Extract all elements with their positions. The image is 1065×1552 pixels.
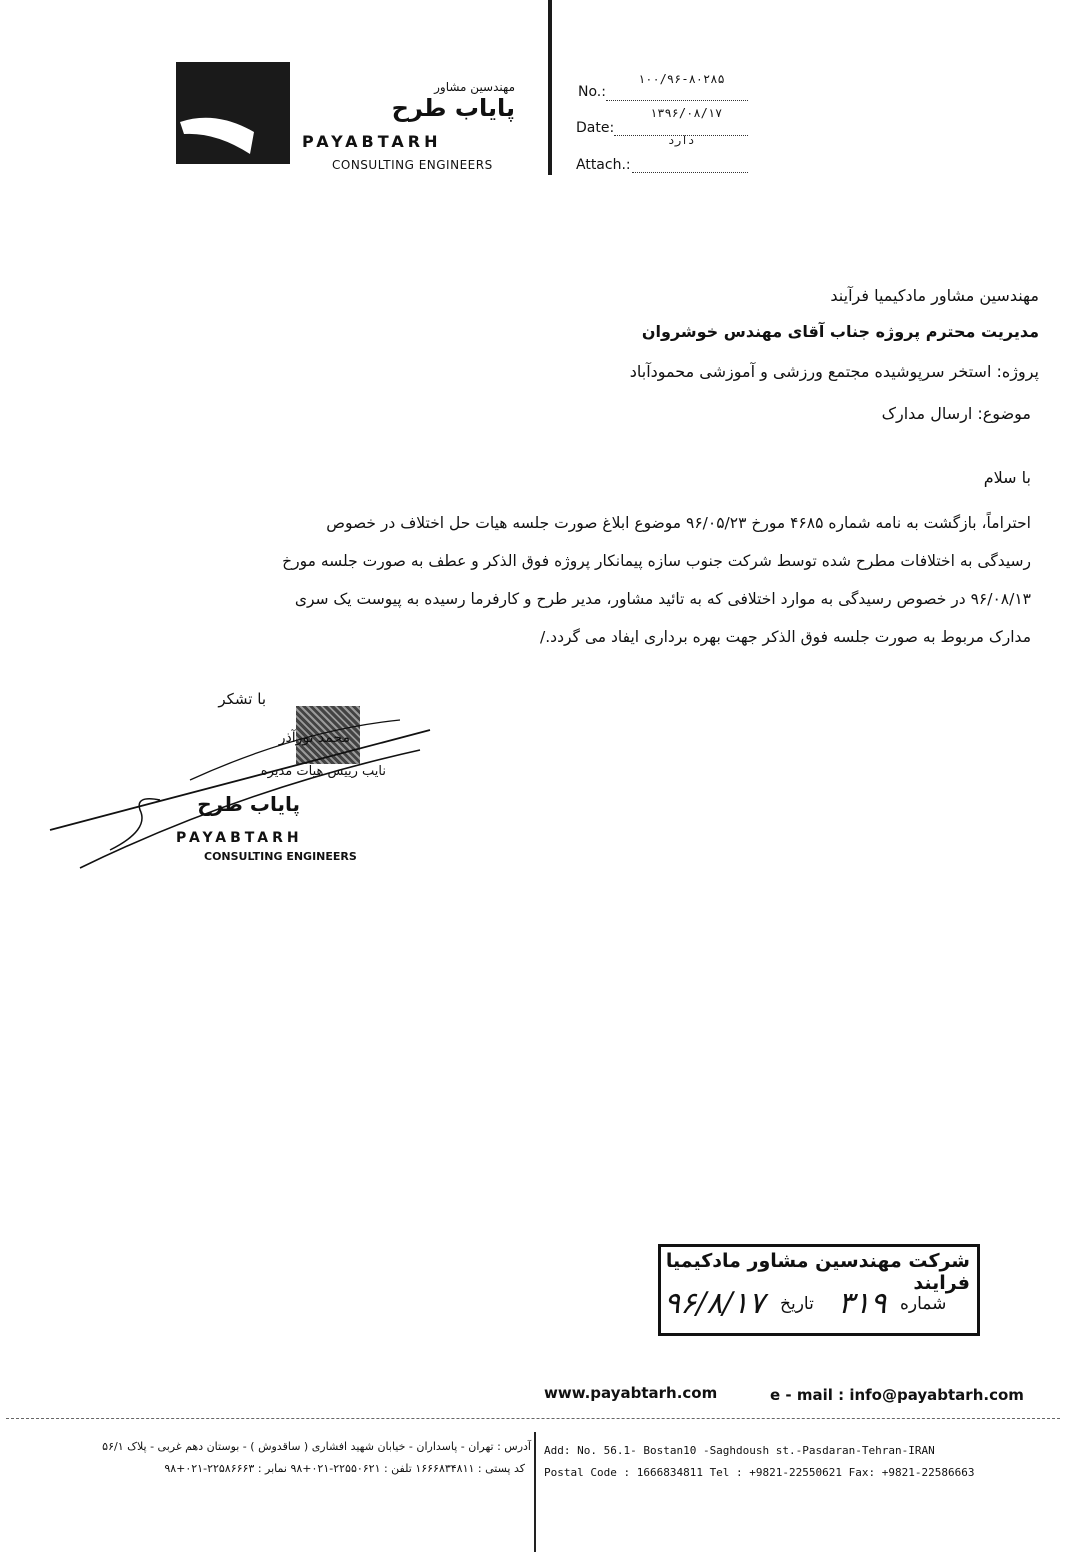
signature-title: نایب رییس هیات مدیره xyxy=(260,764,386,779)
attach-label: Attach.: xyxy=(576,157,631,173)
footer-vertical-divider xyxy=(534,1432,536,1552)
recipient-person: مدیریت محترم پروژه جناب آقای مهندس خوشروان xyxy=(641,322,1039,341)
attach-dotted-line xyxy=(632,171,748,173)
number-dotted-line xyxy=(606,99,748,101)
brand-name-fa-small: مهندسین مشاور xyxy=(434,80,515,94)
signature-name: محمد نورآذر xyxy=(278,730,350,746)
signature-company-en: PAYABTARH xyxy=(176,830,303,846)
header-divider xyxy=(548,0,552,175)
stamp-title: شرکت مهندسین مشاور مادکیمیا فرایند xyxy=(665,1250,970,1294)
date-label: Date: xyxy=(576,120,615,136)
signature-closing: با تشکر xyxy=(218,690,266,708)
subject-line: موضوع: ارسال مدارک xyxy=(881,404,1031,423)
footer-contacts-en: Postal Code : 1666834811 Tel : +9821-22550621 Fax: +9821-22586663 xyxy=(544,1466,975,1479)
payabtarh-logo-icon xyxy=(176,62,290,164)
footer-divider xyxy=(6,1418,1060,1419)
brand-subtitle: CONSULTING ENGINEERS xyxy=(332,158,493,172)
body-line: احتراماً، بازگشت به نامه شماره ۴۶۸۵ مورخ ۹۶/۰۵/۲۳ موضوع ابلاغ صورت جلسه هیات حل اختلاف در خصوص xyxy=(326,514,1031,532)
footer-email: e - mail : info@payabtarh.com xyxy=(770,1386,1024,1404)
stamp-date-label: تاریخ xyxy=(780,1294,814,1314)
signature-company-fa: پایاب طرح xyxy=(197,792,300,816)
recipient-company: مهندسین مشاور مادکیمیا فرآیند xyxy=(830,286,1039,305)
attach-value: دارد xyxy=(668,134,695,147)
greeting: با سلام xyxy=(983,468,1031,487)
stamp-number-value: ۳۱۹ xyxy=(838,1286,887,1321)
brand-name-en: PAYABTARH xyxy=(302,132,442,151)
body-line: ۹۶/۰۸/۱۳ در خصوص رسیدگی به موارد اختلافی که به تائید مشاور، مدیر طرح و کارفرما رسیده به پیوست یک سری xyxy=(294,590,1031,608)
footer-address-fa: آدرس : تهران - پاسداران - خیابان شهید افشاری ( ساقدوش ) - بوستان دهم غربی - پلاک ۵۶/۱ xyxy=(102,1440,531,1453)
date-value: ۱۳۹۶/۰۸/۱۷ xyxy=(650,106,723,120)
handwritten-signature-icon xyxy=(40,690,460,880)
signature-company-sub: CONSULTING ENGINEERS xyxy=(204,850,357,863)
stamp-number-label: شماره xyxy=(900,1294,947,1314)
footer-address-en: Add: No. 56.1- Bostan10 -Saghdoush st.-Pasdaran-Tehran-IRAN xyxy=(544,1444,935,1457)
body-line: رسیدگی به اختلافات مطرح شده توسط شرکت جنوب سازه پیمانکار پروژه فوق الذکر و عطف به صورت جلسه مورخ xyxy=(282,552,1031,570)
footer-website: www.payabtarh.com xyxy=(544,1384,718,1402)
project-line: پروژه: استخر سرپوشیده مجتمع ورزشی و آموزشی محمودآباد xyxy=(629,362,1039,381)
number-value: ۱۰۰/۹۶-۸۰۲۸۵ xyxy=(638,72,725,86)
brand-name-fa: پایاب طرح xyxy=(391,94,515,122)
body-line: مدارک مربوط به صورت جلسه فوق الذکر جهت بهره برداری ایفاد می گردد./ xyxy=(540,628,1031,646)
number-label: No.: xyxy=(578,84,606,100)
footer-contacts-fa: کد پستی : ۱۶۶۶۸۳۴۸۱۱ تلفن : ۲۲۵۵۰۶۲۱-۰۲۱+۹۸ نمابر : ۲۲۵۸۶۶۶۳-۰۲۱+۹۸ xyxy=(164,1462,525,1475)
stamp-date-value: ۹۶/۸/۱۷ xyxy=(664,1286,765,1321)
